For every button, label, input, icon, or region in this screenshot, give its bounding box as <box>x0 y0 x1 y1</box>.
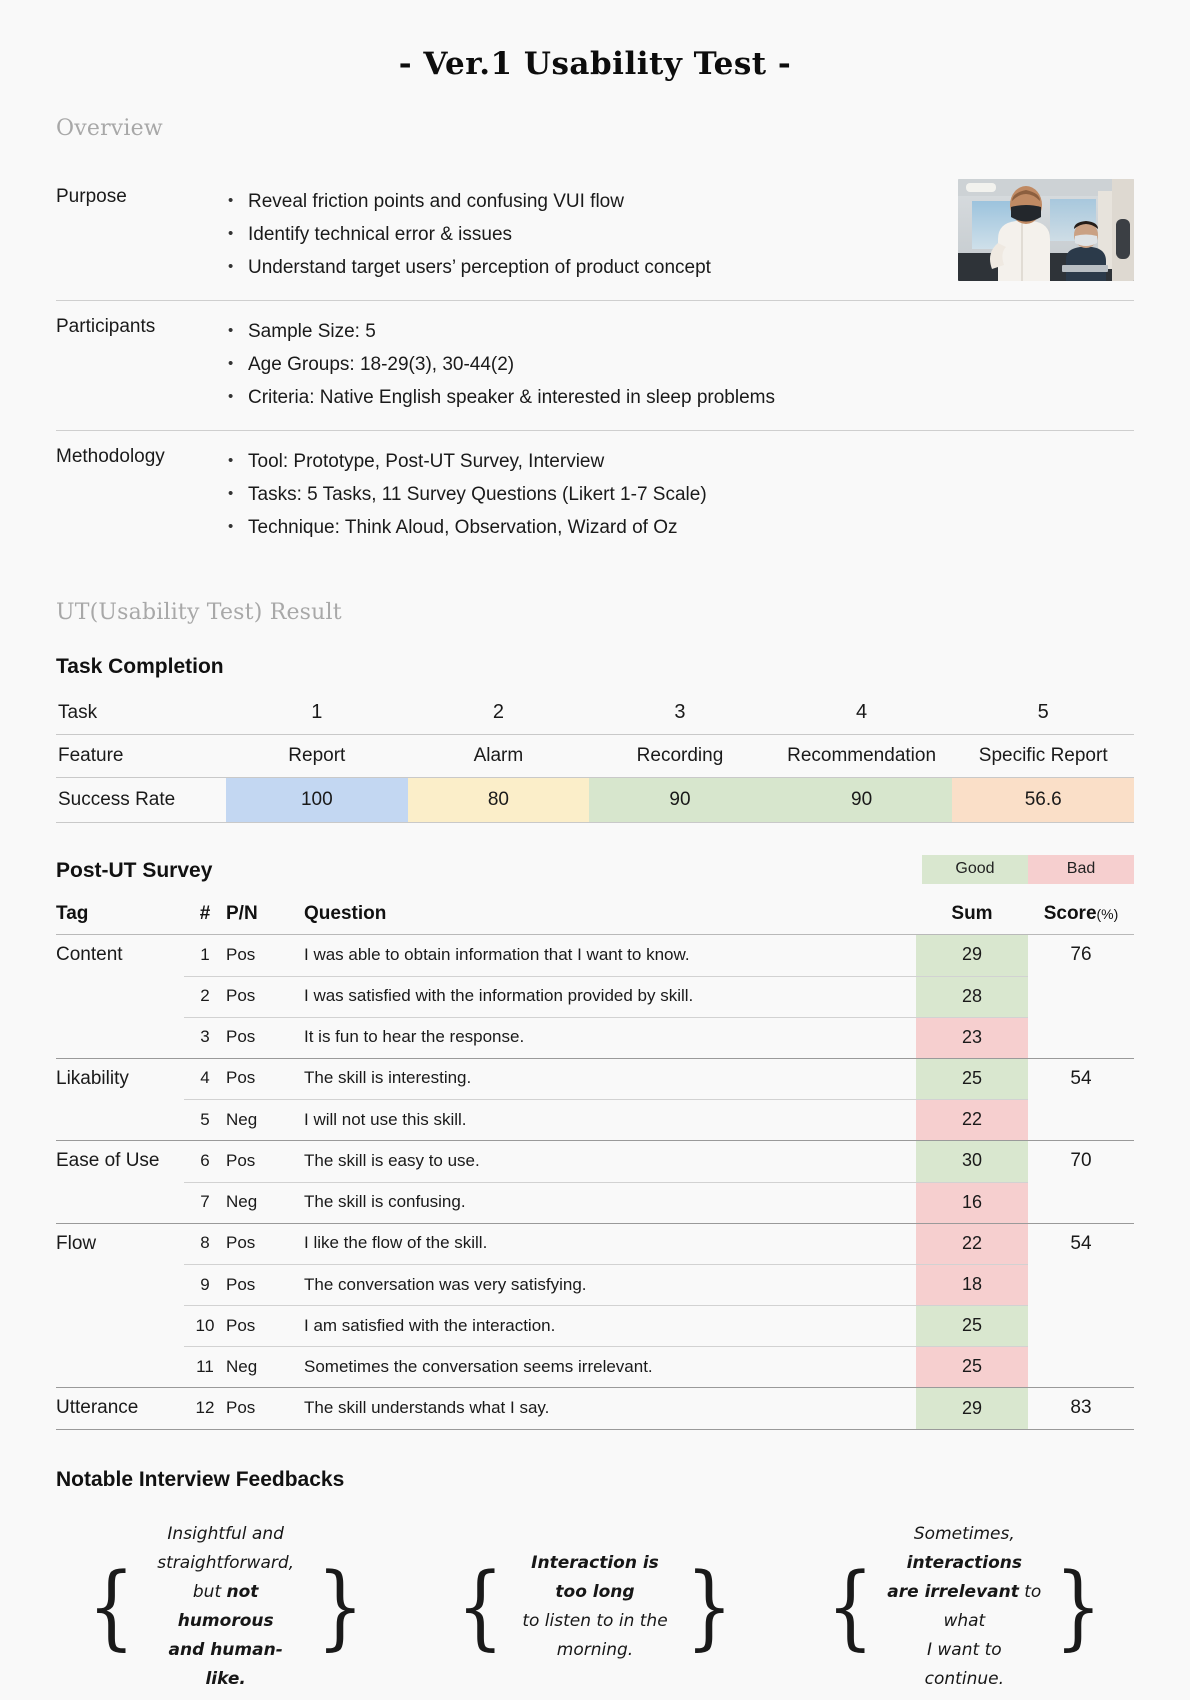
table-row <box>56 1100 1134 1141</box>
overview-section <box>56 171 1134 560</box>
ut-result-section-heading: UT(Usability Test) Result <box>56 600 342 625</box>
feedback-card-row <box>56 1514 1134 1700</box>
survey-pn: Pos <box>226 1223 304 1265</box>
survey-question: I will not use this skill. <box>304 1100 916 1141</box>
survey-sum: 23 <box>916 1017 1028 1058</box>
survey-pn: Pos <box>226 1265 304 1306</box>
table-row <box>56 1223 1134 1265</box>
list-item: • Tool: Prototype, Post-UT Survey, Interview <box>224 445 1134 478</box>
overview-row-methodology <box>56 431 1134 560</box>
survey-table-body <box>56 935 1134 1430</box>
task-number: 3 <box>589 691 771 735</box>
table-header-row <box>56 897 1134 935</box>
feedback-text <box>879 1520 1049 1694</box>
table-row-feature <box>56 735 1134 778</box>
survey-score <box>1028 1306 1134 1347</box>
brace-right-icon: } <box>685 1552 733 1660</box>
survey-tag <box>56 1182 184 1223</box>
post-ut-survey-heading: Post-UT Survey <box>56 859 213 882</box>
feedback-line: Insightful and straightforward, <box>157 1524 295 1573</box>
table-row <box>56 1347 1134 1388</box>
survey-question: Sometimes the conversation seems irrelevant. <box>304 1347 916 1388</box>
survey-tag: Ease of Use <box>56 1150 160 1171</box>
brace-left-icon: { <box>457 1552 505 1660</box>
overview-label-methodology: Methodology <box>56 446 165 467</box>
survey-pn: Pos <box>226 976 304 1017</box>
survey-number: 4 <box>184 1058 226 1100</box>
task-number: 1 <box>226 691 408 735</box>
feature-name: Alarm <box>408 735 590 778</box>
survey-sum: 30 <box>916 1141 1028 1183</box>
feature-name: Report <box>226 735 408 778</box>
survey-pn: Neg <box>226 1182 304 1223</box>
table-row <box>56 1306 1134 1347</box>
row-label-feature: Feature <box>56 735 226 778</box>
survey-question: The skill is easy to use. <box>304 1141 916 1183</box>
column-header-question: Question <box>304 897 916 935</box>
survey-tag: Likability <box>56 1067 129 1089</box>
survey-pn: Pos <box>226 1141 304 1183</box>
survey-tag <box>56 1265 184 1306</box>
legend-good: Good <box>922 855 1028 884</box>
table-row <box>56 1265 1134 1306</box>
success-rate-cell: 90 <box>589 778 771 823</box>
feedback-text <box>141 1520 311 1694</box>
table-row <box>56 935 1134 977</box>
table-row-success-rate <box>56 778 1134 823</box>
survey-question: I am satisfied with the interaction. <box>304 1306 916 1347</box>
table-row <box>56 1388 1134 1430</box>
legend-bad: Bad <box>1028 855 1134 884</box>
survey-number: 6 <box>184 1141 226 1183</box>
notable-feedbacks-heading: Notable Interview Feedbacks <box>56 1468 345 1491</box>
survey-sum: 22 <box>916 1223 1028 1265</box>
survey-score <box>1028 1265 1134 1306</box>
feedback-line-bold: Interaction is too long <box>531 1553 659 1602</box>
survey-tag: Flow <box>56 1232 97 1254</box>
survey-sum: 25 <box>916 1058 1028 1100</box>
survey-score: 83 <box>1028 1388 1134 1430</box>
table-row <box>56 1141 1134 1183</box>
survey-tag: Content <box>56 944 123 965</box>
feedback-line-bold: not humorous <box>177 1582 274 1631</box>
task-number: 5 <box>952 691 1134 735</box>
feedback-line-bold: interactions <box>906 1553 1022 1573</box>
survey-number: 8 <box>184 1223 226 1265</box>
feature-name: Specific Report <box>952 735 1134 778</box>
survey-tag <box>56 1100 184 1141</box>
feedback-line: I want to continue. <box>924 1640 1004 1689</box>
column-header-number: # <box>184 897 226 935</box>
survey-number: 11 <box>184 1347 226 1388</box>
survey-tag <box>56 1347 184 1388</box>
success-rate-cell: 90 <box>771 778 953 823</box>
survey-score <box>1028 1100 1134 1141</box>
survey-sum: 29 <box>916 935 1028 977</box>
table-row <box>56 1182 1134 1223</box>
column-header-pn: P/N <box>226 897 304 935</box>
feature-name: Recommendation <box>771 735 953 778</box>
survey-number: 2 <box>184 976 226 1017</box>
survey-score <box>1028 1182 1134 1223</box>
column-header-score-unit: (%) <box>1096 906 1119 922</box>
table-row <box>56 1017 1134 1058</box>
list-item: • Identify technical error & issues <box>224 218 1134 251</box>
survey-number: 12 <box>184 1388 226 1430</box>
overview-list-purpose <box>224 185 1134 284</box>
page-title: - Ver.1 Usability Test - <box>398 46 792 82</box>
task-number: 2 <box>408 691 590 735</box>
survey-question: I like the flow of the skill. <box>304 1223 916 1265</box>
survey-tag: Utterance <box>56 1388 184 1430</box>
feedback-line: to listen to in the morning. <box>522 1611 668 1660</box>
survey-sum: 28 <box>916 976 1028 1017</box>
table-row-task <box>56 691 1134 735</box>
feedback-line: but <box>192 1582 227 1602</box>
feedback-line: to what <box>943 1582 1042 1631</box>
list-item: • Criteria: Native English speaker & interested in sleep problems <box>224 381 1134 414</box>
success-rate-cell: 56.6 <box>952 778 1134 823</box>
brace-right-icon: } <box>316 1552 364 1660</box>
column-header-sum: Sum <box>916 897 1028 935</box>
list-item: • Technique: Think Aloud, Observation, Wizard of Oz <box>224 511 1134 544</box>
survey-number: 9 <box>184 1265 226 1306</box>
list-item: • Tasks: 5 Tasks, 11 Survey Questions (Likert 1-7 Scale) <box>224 478 1134 511</box>
survey-question: The skill is confusing. <box>304 1182 916 1223</box>
survey-pn: Pos <box>226 935 304 977</box>
survey-score: 54 <box>1070 1067 1092 1089</box>
success-rate-cell: 100 <box>226 778 408 823</box>
survey-score: 54 <box>1070 1232 1092 1254</box>
survey-pn: Neg <box>226 1347 304 1388</box>
overview-row-participants <box>56 301 1134 431</box>
post-ut-survey-section <box>56 859 1134 1430</box>
brace-right-icon: } <box>1055 1552 1103 1660</box>
feedback-card <box>56 1514 395 1700</box>
column-header-tag: Tag <box>56 897 184 935</box>
feedback-line-bold: and human-like. <box>168 1640 283 1689</box>
survey-question: The conversation was very satisfying. <box>304 1265 916 1306</box>
survey-pn: Pos <box>226 1306 304 1347</box>
task-completion-table <box>56 691 1134 823</box>
feature-name: Recording <box>589 735 771 778</box>
column-header-score-label: Score <box>1043 903 1097 924</box>
survey-pn: Pos <box>226 1058 304 1100</box>
row-label-success-rate: Success Rate <box>56 778 226 823</box>
survey-score: 70 <box>1070 1150 1092 1171</box>
table-row <box>56 976 1134 1017</box>
survey-question: It is fun to hear the response. <box>304 1017 916 1058</box>
list-item: • Age Groups: 18-29(3), 30-44(2) <box>224 348 1134 381</box>
feedback-card <box>425 1514 764 1700</box>
brace-left-icon: { <box>826 1552 874 1660</box>
survey-question: The skill is interesting. <box>304 1058 916 1100</box>
survey-pn: Pos <box>226 1017 304 1058</box>
survey-legend <box>922 855 1134 884</box>
overview-label-participants: Participants <box>56 316 156 337</box>
overview-label-purpose: Purpose <box>56 186 127 207</box>
survey-number: 7 <box>184 1182 226 1223</box>
feedback-text <box>510 1549 680 1665</box>
overview-section-heading: Overview <box>56 116 163 141</box>
feedback-card <box>795 1514 1134 1700</box>
list-item: • Sample Size: 5 <box>224 315 1134 348</box>
survey-question: I was satisfied with the information provided by skill. <box>304 976 916 1017</box>
survey-score: 76 <box>1070 944 1092 965</box>
survey-tag <box>56 1017 184 1058</box>
task-completion-heading: Task Completion <box>56 655 224 678</box>
column-header-score <box>1028 897 1134 935</box>
post-ut-survey-table <box>56 897 1134 1430</box>
survey-question: I was able to obtain information that I want to know. <box>304 935 916 977</box>
survey-sum: 22 <box>916 1100 1028 1141</box>
survey-sum: 18 <box>916 1265 1028 1306</box>
survey-sum: 25 <box>916 1347 1028 1388</box>
row-label-task: Task <box>56 691 226 735</box>
survey-number: 10 <box>184 1306 226 1347</box>
survey-number: 3 <box>184 1017 226 1058</box>
survey-score <box>1028 1017 1134 1058</box>
survey-tag <box>56 976 184 1017</box>
survey-score <box>1028 976 1134 1017</box>
survey-sum: 25 <box>916 1306 1028 1347</box>
survey-question: The skill understands what I say. <box>304 1388 916 1430</box>
overview-list-participants <box>224 315 1134 414</box>
survey-score <box>1028 1347 1134 1388</box>
survey-tag <box>56 1306 184 1347</box>
brace-left-icon: { <box>87 1552 135 1660</box>
survey-sum: 29 <box>916 1388 1028 1430</box>
survey-number: 5 <box>184 1100 226 1141</box>
success-rate-cell: 80 <box>408 778 590 823</box>
table-row <box>56 1058 1134 1100</box>
overview-list-methodology <box>224 445 1134 544</box>
survey-pn: Neg <box>226 1100 304 1141</box>
survey-sum: 16 <box>916 1182 1028 1223</box>
task-number: 4 <box>771 691 953 735</box>
survey-pn: Pos <box>226 1388 304 1430</box>
list-item: • Understand target users’ perception of product concept <box>224 251 1134 284</box>
overview-row-purpose <box>56 171 1134 301</box>
feedback-line-bold: are irrelevant <box>887 1582 1019 1602</box>
list-item: • Reveal friction points and confusing VUI flow <box>224 185 1134 218</box>
feedback-line: Sometimes, <box>913 1524 1015 1544</box>
survey-number: 1 <box>184 935 226 977</box>
